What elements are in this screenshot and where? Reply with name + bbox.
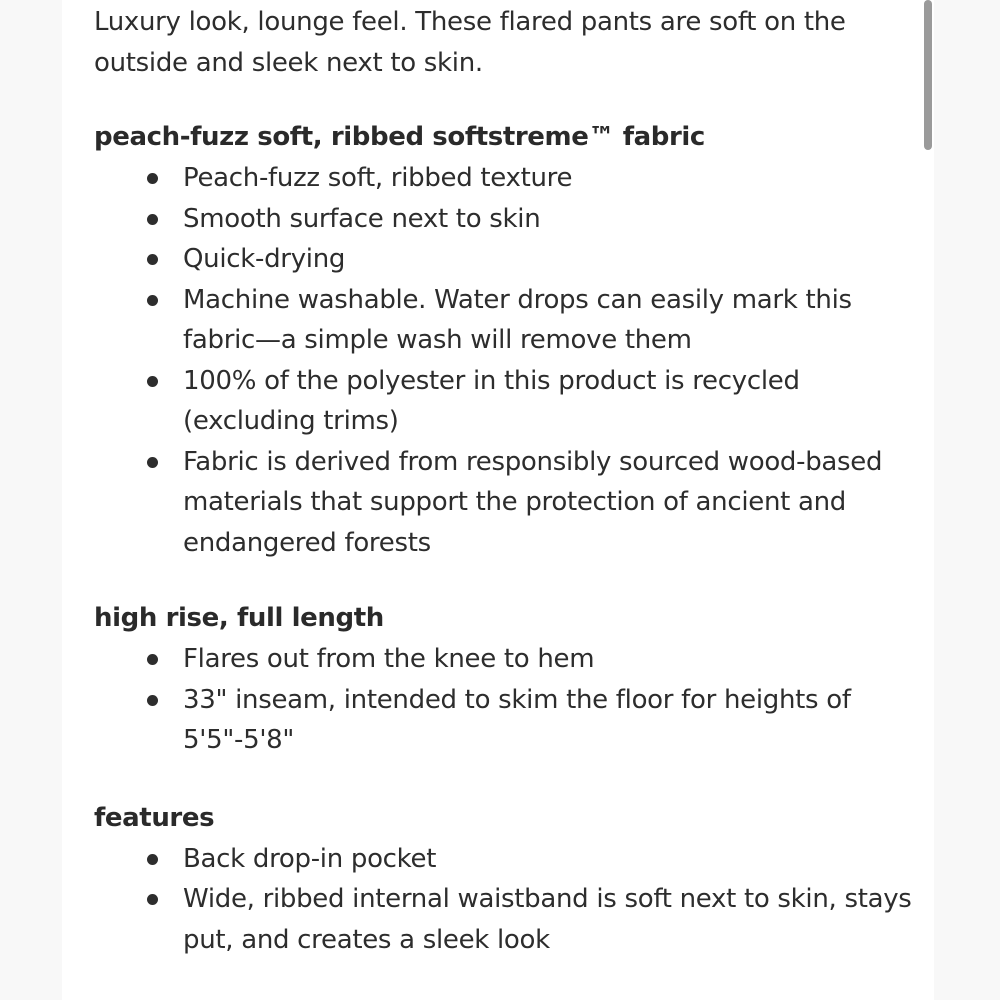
section-heading: features [94, 802, 215, 833]
list-item: Flares out from the knee to hem [183, 639, 914, 680]
bullet-list [94, 158, 914, 563]
list-item: Wide, ribbed internal waistband is soft next to skin, stays put, and creates a sleek look [183, 879, 914, 960]
product-description-content [94, 2, 914, 960]
section-heading: high rise, full length [94, 603, 384, 633]
list-item: Fabric is derived from responsibly sourced wood-based materials that support the protection of ancient and endangered forests [183, 442, 914, 564]
list-item: 100% of the polyester in this product is recycled (excluding trims) [183, 361, 914, 442]
product-description-panel [62, 0, 934, 1000]
scrollbar-thumb[interactable] [924, 0, 932, 150]
list-item: Peach-fuzz soft, ribbed texture [183, 158, 914, 199]
bullet-list [94, 839, 914, 961]
section-rise-length [94, 598, 914, 761]
list-item: Back drop-in pocket [183, 839, 914, 880]
list-item: Quick-drying [183, 239, 914, 280]
list-item: 33" inseam, intended to skim the floor for heights of 5'5"-5'8" [183, 680, 914, 761]
section-features [94, 798, 914, 961]
list-item: Machine washable. Water drops can easily mark this fabric—a simple wash will remove them [183, 280, 914, 361]
section-fabric [94, 117, 914, 563]
section-heading: peach-fuzz soft, ribbed softstreme™ fabric [94, 122, 705, 152]
intro-text: Luxury look, lounge feel. These flared pants are soft on the outside and sleek next to skin. [94, 7, 846, 78]
bullet-list [94, 639, 914, 761]
list-item: Smooth surface next to skin [183, 199, 914, 240]
